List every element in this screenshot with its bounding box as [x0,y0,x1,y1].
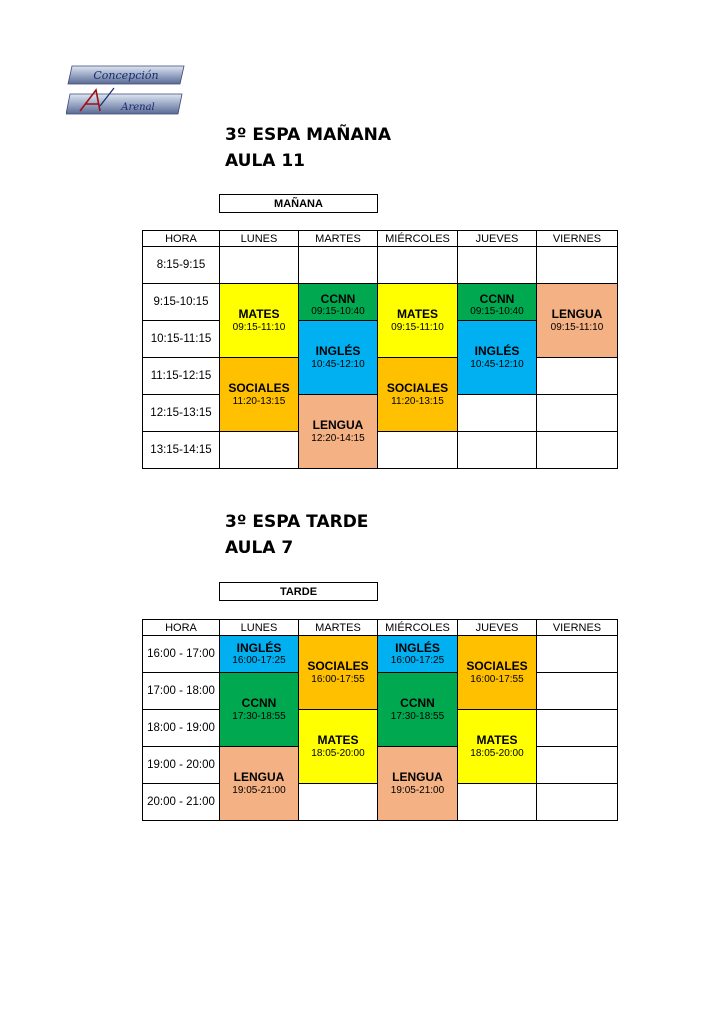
subject-time: 09:15-11:10 [550,321,604,333]
empty-cell [458,432,537,469]
subject-time: 16:00-17:55 [311,673,365,685]
table-row [143,673,618,710]
class-block [299,321,378,395]
hour-cell: 10:15-11:15 [143,321,220,358]
subject-time: 18:05-20:00 [470,747,524,759]
morning-title: 3º ESPA MAÑANA [225,125,392,145]
subject-time: 16:00-17:55 [470,673,524,685]
morning-room: AULA 11 [225,151,306,171]
hour-cell: 20:00 - 21:00 [143,784,220,821]
hour-cell: 12:15-13:15 [143,395,220,432]
subject-name: SOCIALES [386,381,449,396]
class-block [299,636,378,710]
empty-cell [537,673,618,710]
afternoon-timetable [142,619,618,821]
afternoon-box-label: TARDE [219,582,378,601]
col-header-hora: HORA [143,231,220,247]
empty-cell [537,747,618,784]
subject-name: LENGUA [551,307,603,322]
hour-cell: 11:15-12:15 [143,358,220,395]
morning-box-label: MAÑANA [219,194,378,213]
class-block [458,710,537,784]
class-block [220,636,299,673]
subject-time: 16:00-17:25 [390,655,445,667]
col-header-martes: MARTES [299,231,378,247]
subject-time: 11:20-13:15 [391,395,444,407]
table-row [143,636,618,673]
empty-cell [537,247,618,284]
subject-time: 09:15-10:40 [470,306,524,318]
class-block [378,284,458,358]
table-row [143,247,618,284]
class-block [458,284,537,321]
col-header-viernes: VIERNES [537,620,618,636]
class-block [220,358,299,432]
table-row [143,747,618,784]
subject-name: CCNN [241,696,277,711]
col-header-lunes: LUNES [220,231,299,247]
subject-time: 16:00-17:25 [232,655,286,667]
afternoon-room: AULA 7 [225,538,294,558]
class-block [378,358,458,432]
hour-cell: 8:15-9:15 [143,247,220,284]
class-block [378,673,458,747]
subject-name: MATES [238,307,280,322]
subject-name: MATES [317,733,359,748]
col-header-jueves: JUEVES [458,231,537,247]
class-block [220,673,299,747]
col-header-martes: MARTES [299,620,378,636]
class-block [220,284,299,358]
class-block [378,636,458,673]
col-header-miercoles: MIÉRCOLES [378,231,458,247]
class-block [220,747,299,821]
subject-name: INGLÉS [315,344,361,359]
class-block [378,747,458,821]
empty-cell [299,784,378,821]
subject-name: LENGUA [312,418,364,433]
col-header-viernes: VIERNES [537,231,618,247]
subject-name: MATES [396,307,439,322]
subject-name: INGLÉS [395,640,440,655]
empty-cell [299,247,378,284]
logo-line1: Concepción [93,69,159,82]
hour-cell: 19:00 - 20:00 [143,747,220,784]
class-block [299,395,378,469]
subject-time: 19:05-21:00 [232,784,286,796]
table-header-row [143,620,618,636]
hour-cell: 16:00 - 17:00 [143,636,220,673]
empty-cell [537,784,618,821]
subject-time: 17:30-18:55 [232,710,286,722]
subject-time: 09:15-11:10 [391,321,444,333]
subject-name: SOCIALES [307,659,369,674]
table-header-row [143,231,618,247]
hour-cell: 9:15-10:15 [143,284,220,321]
table-row [143,284,618,321]
class-block [537,284,618,358]
empty-cell [458,784,537,821]
subject-name: INGLÉS [236,640,282,655]
col-header-miercoles: MIÉRCOLES [378,620,458,636]
subject-name: LENGUA [392,770,443,785]
subject-name: SOCIALES [466,659,528,674]
empty-cell [537,358,618,395]
subject-time: 11:20-13:15 [232,395,286,407]
subject-time: 18:05-20:00 [311,747,365,759]
subject-time: 09:15-10:40 [311,306,365,318]
subject-time: 19:05-21:00 [390,784,445,796]
subject-name: SOCIALES [228,381,290,396]
subject-time: 09:15-11:10 [232,321,286,333]
empty-cell [378,247,458,284]
hour-cell: 13:15-14:15 [143,432,220,469]
empty-cell [220,432,299,469]
afternoon-title: 3º ESPA TARDE [225,512,369,532]
subject-name: MATES [476,733,518,748]
hour-cell: 17:00 - 18:00 [143,673,220,710]
empty-cell [537,710,618,747]
class-block [299,284,378,321]
col-header-lunes: LUNES [220,620,299,636]
empty-cell [537,432,618,469]
subject-name: CCNN [320,292,356,306]
class-block [458,321,537,395]
logo-line2: Arenal [121,102,155,113]
table-row [143,432,618,469]
empty-cell [378,432,458,469]
subject-name: CCNN [479,292,515,306]
empty-cell [537,395,618,432]
subject-name: INGLÉS [474,344,520,359]
col-header-hora: HORA [143,620,220,636]
subject-name: LENGUA [233,770,285,785]
col-header-jueves: JUEVES [458,620,537,636]
class-block [458,636,537,710]
subject-time: 12:20-14:15 [311,432,365,444]
school-logo [66,64,186,116]
class-block [299,710,378,784]
empty-cell [537,636,618,673]
subject-time: 10:45-12:10 [311,358,365,370]
subject-name: CCNN [400,696,435,711]
table-row [143,358,618,395]
morning-timetable [142,230,618,469]
subject-time: 10:45-12:10 [470,358,524,370]
subject-time: 17:30-18:55 [390,710,445,722]
empty-cell [220,247,299,284]
hour-cell: 18:00 - 19:00 [143,710,220,747]
empty-cell [458,395,537,432]
empty-cell [458,247,537,284]
